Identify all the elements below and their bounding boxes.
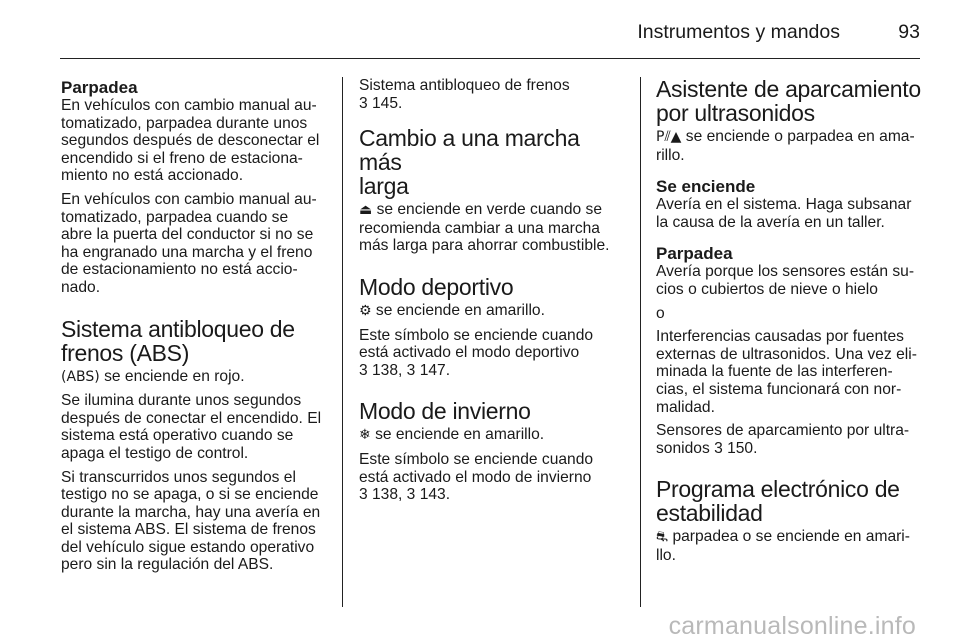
parking-assist-indicator: P⫽▲ se enciende o parpadea en ama- rillo.: [656, 128, 915, 164]
parpadea-heading: Parpadea: [61, 78, 138, 97]
parking-assist-title: Asistente de aparcamiento por ultrasonidos: [656, 76, 921, 126]
sport-mode-icon: ⚙: [359, 302, 372, 319]
parpadea-heading-2: Parpadea: [656, 244, 733, 264]
winter-mode-title: Modo de invierno: [359, 398, 531, 425]
watermark: carmanualsonline.info: [668, 612, 916, 640]
column-2: [359, 77, 626, 510]
column-divider-2: [640, 77, 641, 607]
sport-mode-title: Modo deportivo: [359, 273, 514, 300]
abs-indicator-line: (ABS) se enciende en rojo.: [61, 367, 245, 385]
paragraph-parpadea-2: En vehículos con cambio manual au- tomatizado, parpadea cuando se abre la puerta del conductor si no se ha engranado una marcha y el freno de estacionamiento no está accio- nado.: [61, 190, 317, 296]
paragraph-parpadea-1: En vehículos con cambio manual au- tomatizado, parpadea durante unos segundos después de desconectar el encendido si el freno de estaciona- miento no está accionado.: [61, 97, 320, 185]
abs-section-title: Sistema antibloqueo de frenos (ABS): [61, 315, 295, 366]
gear-shift-text: ⏏ se enciende en verde cuando se recomienda cambiar a una marcha más larga para ahorrar combustible.: [359, 201, 610, 255]
column-divider-1: [342, 77, 343, 607]
esp-indicator: ⛐ parpadea o se enciende en amari- llo.: [656, 528, 910, 564]
gear-shift-title: Cambio a una marcha más larga: [359, 125, 580, 200]
winter-mode-text: Este símbolo se enciende cuando está activado el modo de invierno 3 138, 3 143.: [359, 450, 594, 504]
esp-title: Programa electrónico de estabilidad: [656, 476, 900, 527]
header-title: Instrumentos y mandos: [637, 21, 840, 43]
paragraph-abs-1: Se ilumina durante unos segundos después de conectar el encendido. El sistema está operativo cuando se apaga el testigo de control.: [61, 392, 322, 462]
winter-mode-indicator: ❄ se enciende en amarillo.: [359, 426, 545, 444]
page-number: 93: [898, 21, 920, 43]
parpadea-text: Avería porque los sensores están su- cios o cubiertos de nieve o hielo: [656, 263, 915, 298]
page-header: [60, 22, 920, 59]
se-enciende-text: Avería en el sistema. Haga subsanar la causa de la avería en un taller.: [656, 196, 912, 231]
column-1: [61, 77, 326, 580]
sensors-reference: Sensores de aparcamiento por ultra- sonidos 3 150.: [656, 422, 910, 457]
sport-mode-text: Este símbolo se enciende cuando está activado el modo deportivo 3 138, 3 147.: [359, 326, 594, 379]
upshift-icon: ⏏: [359, 202, 373, 219]
esp-icon: ⛐: [656, 529, 669, 546]
abs-reference: Sistema antibloqueo de frenos 3 145.: [359, 77, 570, 112]
se-enciende-heading: Se enciende: [656, 177, 756, 197]
parking-assist-icon: P⫽▲: [656, 129, 682, 145]
interference-text: Interferencias causadas por fuentes externas de ultrasonidos. Una vez eli- minada la fuente de las interferen- cias, el sistema funcionará con nor- malidad.: [656, 328, 917, 416]
column-3: [656, 77, 924, 571]
sport-mode-indicator: ⚙ se enciende en amarillo.: [359, 301, 545, 319]
or-text: o: [656, 304, 665, 322]
paragraph-abs-2: Si transcurridos unos segundos el testigo no se apaga, o si se enciende durante la marcha, hay una avería en el sistema ABS. El sistema de frenos del vehículo sigue estando operativo pero sin la regulación del ABS.: [61, 468, 321, 574]
abs-icon: (ABS): [61, 368, 100, 385]
winter-mode-icon: ❄: [359, 427, 371, 444]
